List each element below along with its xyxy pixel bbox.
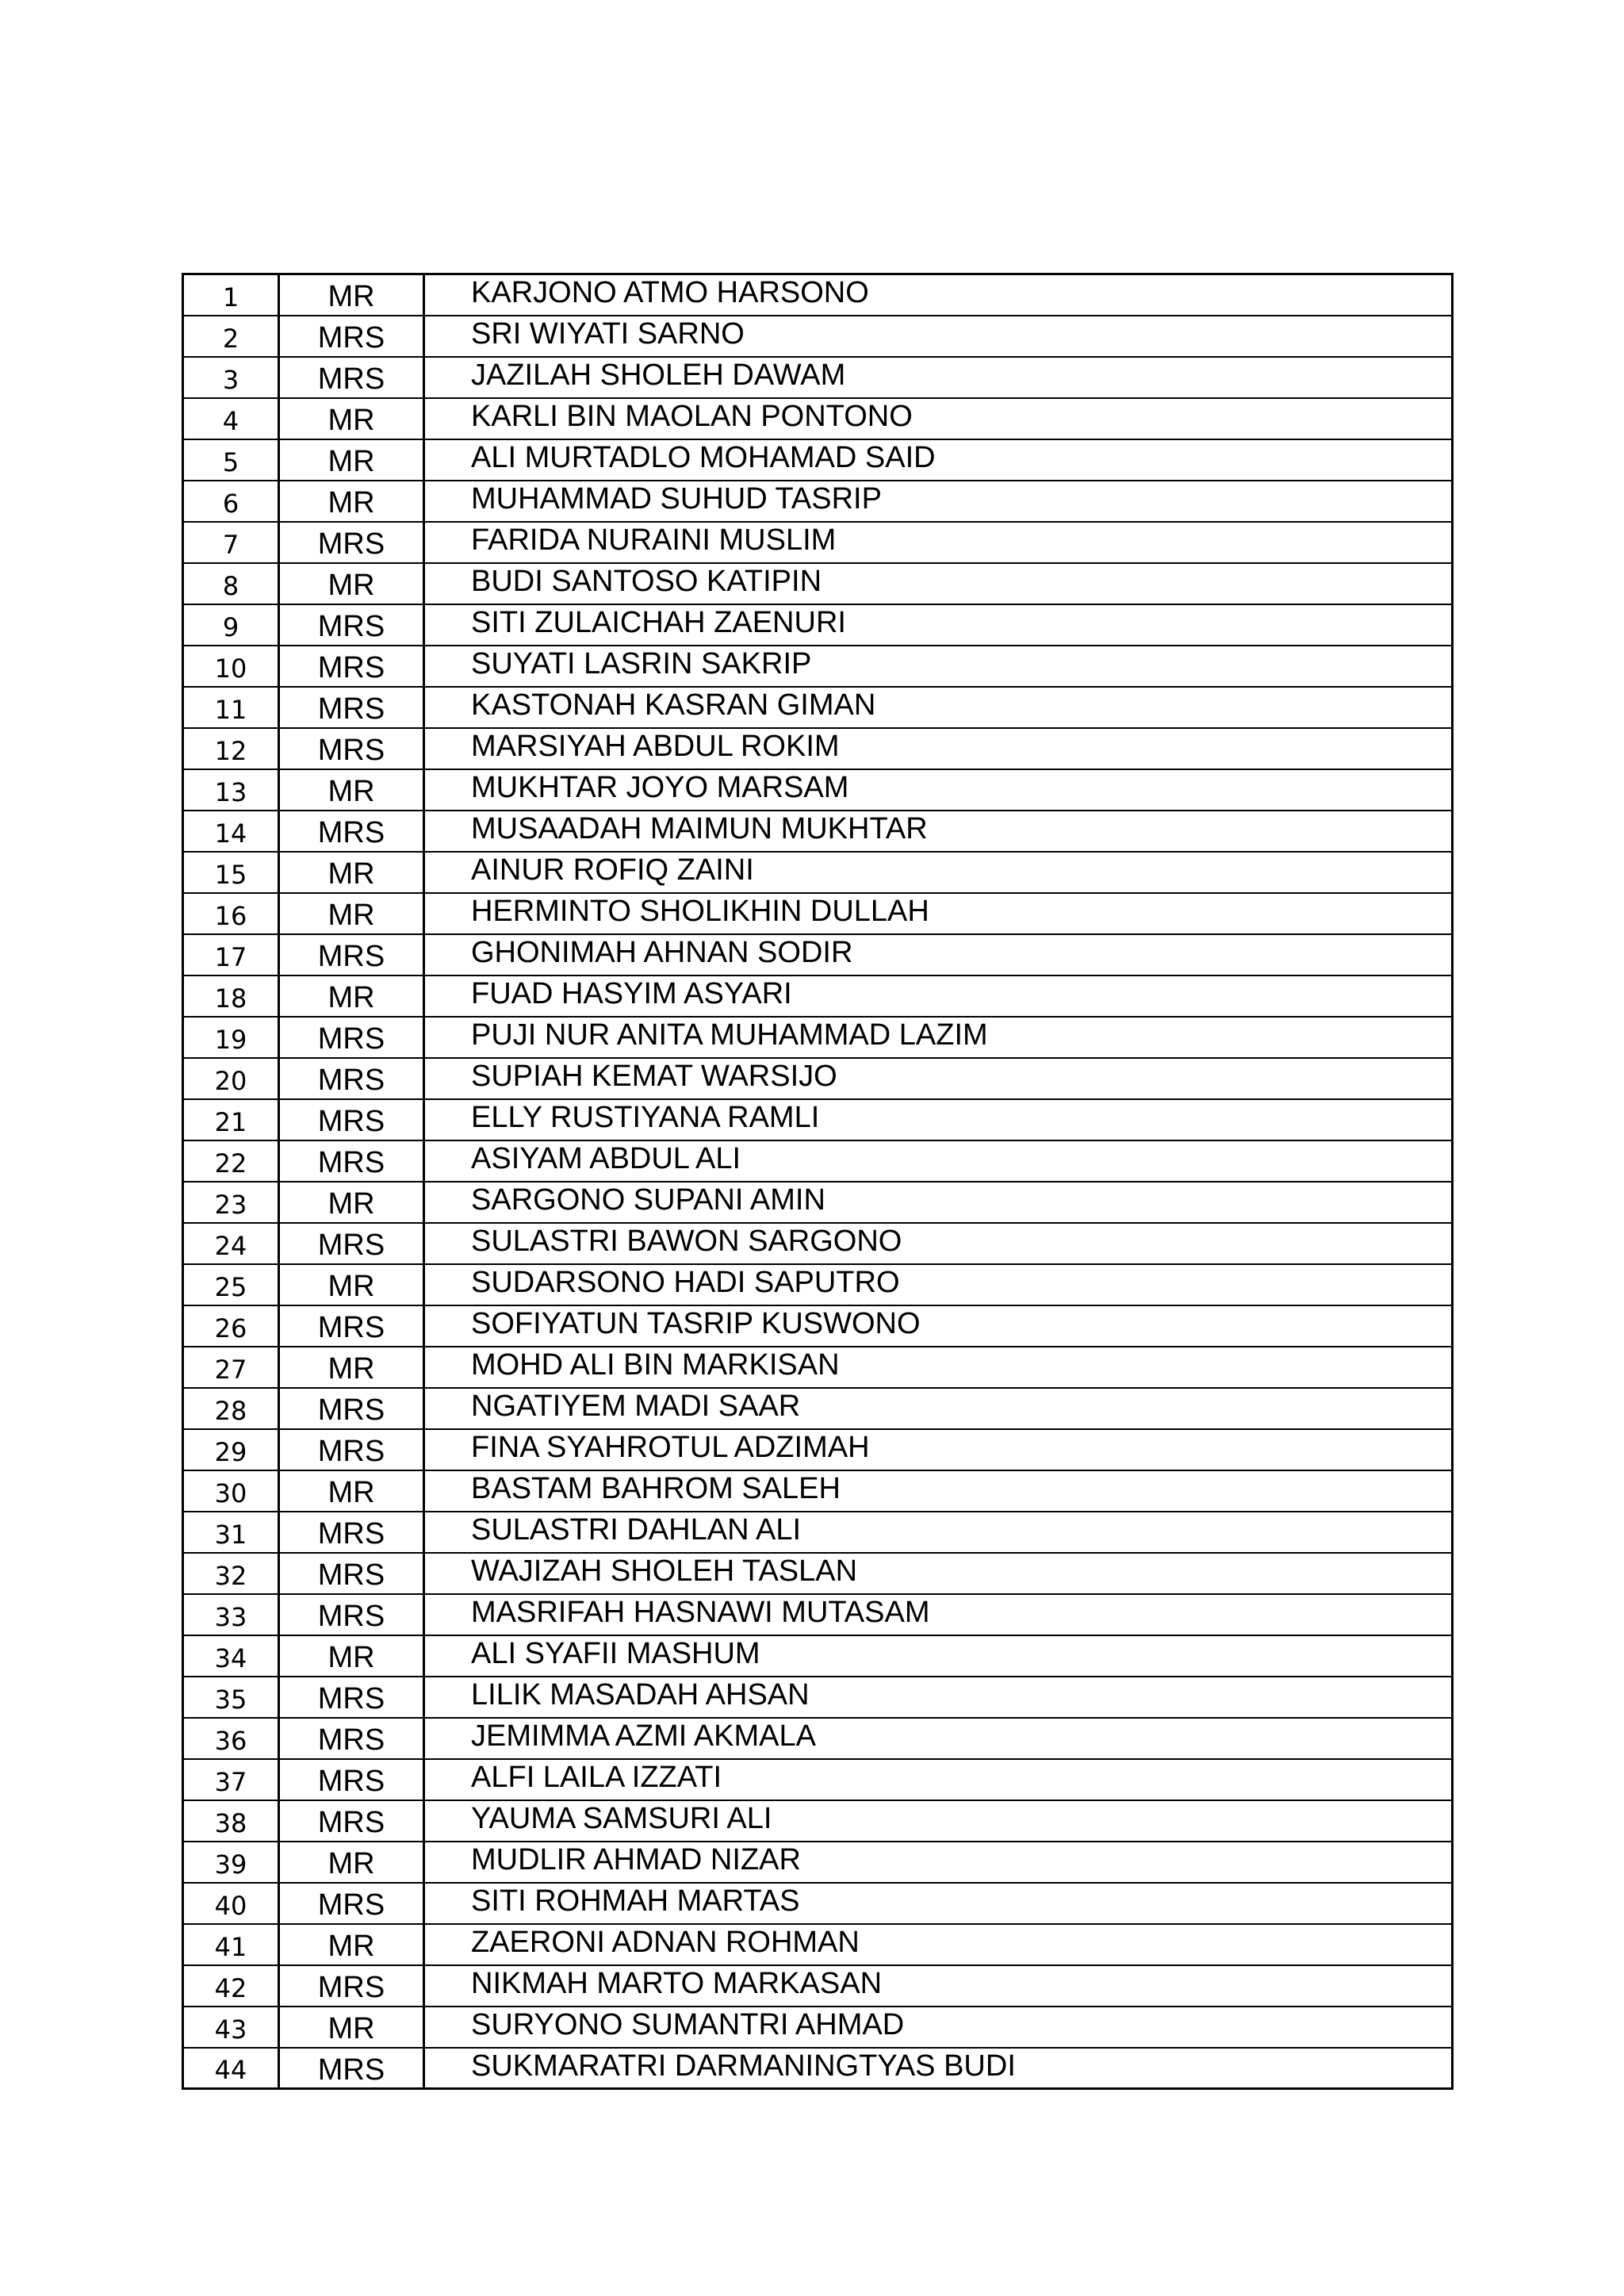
row-number: 10 xyxy=(183,646,279,687)
row-number: 15 xyxy=(183,852,279,893)
row-number: 29 xyxy=(183,1429,279,1470)
row-name: MASRIFAH HASNAWI MUTASAM xyxy=(424,1594,1453,1635)
table-row xyxy=(183,2007,1453,2048)
row-name: JAZILAH SHOLEH DAWAM xyxy=(424,357,1453,398)
table-row xyxy=(183,811,1453,852)
row-number: 27 xyxy=(183,1347,279,1388)
table-row xyxy=(183,1553,1453,1594)
row-number: 12 xyxy=(183,728,279,769)
table-row xyxy=(183,1182,1453,1223)
row-name: MUSAADAH MAIMUN MUKHTAR xyxy=(424,811,1453,852)
row-number: 8 xyxy=(183,563,279,604)
row-title: MRS xyxy=(279,1017,424,1058)
row-title: MR xyxy=(279,563,424,604)
table-row xyxy=(183,2048,1453,2089)
row-title: MRS xyxy=(279,1223,424,1264)
table-row xyxy=(183,1264,1453,1305)
row-title: MR xyxy=(279,769,424,811)
table-row xyxy=(183,1800,1453,1842)
row-title: MR xyxy=(279,1264,424,1305)
table-row xyxy=(183,1965,1453,2007)
table-row xyxy=(183,893,1453,934)
row-number: 22 xyxy=(183,1140,279,1182)
row-name: YAUMA SAMSURI ALI xyxy=(424,1800,1453,1842)
row-number: 4 xyxy=(183,398,279,439)
row-number: 5 xyxy=(183,439,279,481)
name-list-table xyxy=(182,273,1454,2090)
row-title: MRS xyxy=(279,646,424,687)
table-row xyxy=(183,1718,1453,1759)
table-row xyxy=(183,1058,1453,1099)
row-number: 16 xyxy=(183,893,279,934)
row-title: MR xyxy=(279,1470,424,1512)
table-row xyxy=(183,1470,1453,1512)
table-row xyxy=(183,398,1453,439)
row-number: 32 xyxy=(183,1553,279,1594)
row-title: MRS xyxy=(279,357,424,398)
row-name: FUAD HASYIM ASYARI xyxy=(424,976,1453,1017)
table-row xyxy=(183,1347,1453,1388)
row-number: 40 xyxy=(183,1883,279,1924)
row-name: MOHD ALI BIN MARKISAN xyxy=(424,1347,1453,1388)
row-number: 18 xyxy=(183,976,279,1017)
row-title: MR xyxy=(279,1842,424,1883)
row-name: KARJONO ATMO HARSONO xyxy=(424,274,1453,316)
row-name: SUDARSONO HADI SAPUTRO xyxy=(424,1264,1453,1305)
row-title: MR xyxy=(279,481,424,522)
row-number: 44 xyxy=(183,2048,279,2089)
table-row xyxy=(183,481,1453,522)
table-row xyxy=(183,976,1453,1017)
table-row xyxy=(183,728,1453,769)
row-title: MR xyxy=(279,274,424,316)
row-name: SURYONO SUMANTRI AHMAD xyxy=(424,2007,1453,2048)
table-row xyxy=(183,274,1453,316)
row-name: WAJIZAH SHOLEH TASLAN xyxy=(424,1553,1453,1594)
row-title: MRS xyxy=(279,1553,424,1594)
row-title: MRS xyxy=(279,1800,424,1842)
table-row xyxy=(183,646,1453,687)
row-name: JEMIMMA AZMI AKMALA xyxy=(424,1718,1453,1759)
row-title: MR xyxy=(279,1182,424,1223)
table-row xyxy=(183,604,1453,646)
row-title: MR xyxy=(279,1635,424,1677)
table-row xyxy=(183,769,1453,811)
table-row xyxy=(183,1759,1453,1800)
row-title: MRS xyxy=(279,522,424,563)
row-number: 34 xyxy=(183,1635,279,1677)
row-name: BUDI SANTOSO KATIPIN xyxy=(424,563,1453,604)
row-title: MR xyxy=(279,976,424,1017)
row-number: 17 xyxy=(183,934,279,976)
row-number: 7 xyxy=(183,522,279,563)
row-number: 39 xyxy=(183,1842,279,1883)
row-name: KARLI BIN MAOLAN PONTONO xyxy=(424,398,1453,439)
row-title: MRS xyxy=(279,811,424,852)
table-row xyxy=(183,1924,1453,1965)
row-title: MRS xyxy=(279,2048,424,2089)
row-title: MR xyxy=(279,439,424,481)
table-row xyxy=(183,1388,1453,1429)
row-name: AINUR ROFIQ ZAINI xyxy=(424,852,1453,893)
row-number: 33 xyxy=(183,1594,279,1635)
table-row xyxy=(183,1594,1453,1635)
row-name: SUKMARATRI DARMANINGTYAS BUDI xyxy=(424,2048,1453,2089)
table-row xyxy=(183,316,1453,357)
table-row xyxy=(183,1305,1453,1347)
row-title: MRS xyxy=(279,1140,424,1182)
row-name: HERMINTO SHOLIKHIN DULLAH xyxy=(424,893,1453,934)
row-title: MRS xyxy=(279,934,424,976)
row-number: 9 xyxy=(183,604,279,646)
row-name: SRI WIYATI SARNO xyxy=(424,316,1453,357)
row-number: 21 xyxy=(183,1099,279,1140)
row-title: MR xyxy=(279,1347,424,1388)
table-row xyxy=(183,439,1453,481)
row-number: 25 xyxy=(183,1264,279,1305)
row-number: 2 xyxy=(183,316,279,357)
row-name: FINA SYAHROTUL ADZIMAH xyxy=(424,1429,1453,1470)
row-title: MR xyxy=(279,398,424,439)
table-row xyxy=(183,1223,1453,1264)
table-row xyxy=(183,852,1453,893)
row-number: 37 xyxy=(183,1759,279,1800)
row-name: SUYATI LASRIN SAKRIP xyxy=(424,646,1453,687)
row-name: ALI MURTADLO MOHAMAD SAID xyxy=(424,439,1453,481)
row-number: 28 xyxy=(183,1388,279,1429)
table-row xyxy=(183,1883,1453,1924)
row-title: MRS xyxy=(279,1759,424,1800)
table-row xyxy=(183,1512,1453,1553)
table-row xyxy=(183,1677,1453,1718)
row-name: MUKHTAR JOYO MARSAM xyxy=(424,769,1453,811)
row-name: MUDLIR AHMAD NIZAR xyxy=(424,1842,1453,1883)
row-title: MRS xyxy=(279,1305,424,1347)
row-name: ALFI LAILA IZZATI xyxy=(424,1759,1453,1800)
row-title: MRS xyxy=(279,1677,424,1718)
row-title: MRS xyxy=(279,1718,424,1759)
table-row xyxy=(183,1017,1453,1058)
row-number: 3 xyxy=(183,357,279,398)
table-row xyxy=(183,357,1453,398)
table-row xyxy=(183,1842,1453,1883)
row-name: SULASTRI DAHLAN ALI xyxy=(424,1512,1453,1553)
table-row xyxy=(183,1099,1453,1140)
row-title: MRS xyxy=(279,1965,424,2007)
row-title: MRS xyxy=(279,1388,424,1429)
row-name: SOFIYATUN TASRIP KUSWONO xyxy=(424,1305,1453,1347)
row-name: SITI ZULAICHAH ZAENURI xyxy=(424,604,1453,646)
row-title: MRS xyxy=(279,1883,424,1924)
row-number: 30 xyxy=(183,1470,279,1512)
row-title: MR xyxy=(279,893,424,934)
row-name: NGATIYEM MADI SAAR xyxy=(424,1388,1453,1429)
row-name: KASTONAH KASRAN GIMAN xyxy=(424,687,1453,728)
row-number: 35 xyxy=(183,1677,279,1718)
row-title: MRS xyxy=(279,1429,424,1470)
row-title: MRS xyxy=(279,1099,424,1140)
row-number: 26 xyxy=(183,1305,279,1347)
table-row xyxy=(183,1635,1453,1677)
row-name: PUJI NUR ANITA MUHAMMAD LAZIM xyxy=(424,1017,1453,1058)
row-title: MRS xyxy=(279,316,424,357)
row-title: MRS xyxy=(279,1594,424,1635)
row-number: 13 xyxy=(183,769,279,811)
row-name: FARIDA NURAINI MUSLIM xyxy=(424,522,1453,563)
row-title: MRS xyxy=(279,687,424,728)
table-row xyxy=(183,563,1453,604)
row-name: ALI SYAFII MASHUM xyxy=(424,1635,1453,1677)
row-title: MRS xyxy=(279,1058,424,1099)
row-name: SARGONO SUPANI AMIN xyxy=(424,1182,1453,1223)
row-number: 1 xyxy=(183,274,279,316)
row-name: ELLY RUSTIYANA RAMLI xyxy=(424,1099,1453,1140)
row-number: 41 xyxy=(183,1924,279,1965)
row-number: 24 xyxy=(183,1223,279,1264)
row-title: MRS xyxy=(279,728,424,769)
row-number: 6 xyxy=(183,481,279,522)
row-number: 38 xyxy=(183,1800,279,1842)
row-title: MRS xyxy=(279,1512,424,1553)
row-number: 14 xyxy=(183,811,279,852)
row-name: MUHAMMAD SUHUD TASRIP xyxy=(424,481,1453,522)
row-name: MARSIYAH ABDUL ROKIM xyxy=(424,728,1453,769)
row-title: MR xyxy=(279,1924,424,1965)
row-number: 43 xyxy=(183,2007,279,2048)
row-number: 23 xyxy=(183,1182,279,1223)
name-list-body xyxy=(183,274,1453,2089)
row-name: ASIYAM ABDUL ALI xyxy=(424,1140,1453,1182)
row-name: SUPIAH KEMAT WARSIJO xyxy=(424,1058,1453,1099)
row-number: 42 xyxy=(183,1965,279,2007)
row-number: 31 xyxy=(183,1512,279,1553)
row-number: 19 xyxy=(183,1017,279,1058)
table-row xyxy=(183,934,1453,976)
table-row xyxy=(183,522,1453,563)
row-name: SULASTRI BAWON SARGONO xyxy=(424,1223,1453,1264)
row-number: 36 xyxy=(183,1718,279,1759)
row-title: MR xyxy=(279,852,424,893)
row-name: BASTAM BAHROM SALEH xyxy=(424,1470,1453,1512)
row-title: MR xyxy=(279,2007,424,2048)
row-name: ZAERONI ADNAN ROHMAN xyxy=(424,1924,1453,1965)
row-name: LILIK MASADAH AHSAN xyxy=(424,1677,1453,1718)
row-title: MRS xyxy=(279,604,424,646)
table-row xyxy=(183,1429,1453,1470)
table-row xyxy=(183,687,1453,728)
row-number: 11 xyxy=(183,687,279,728)
row-number: 20 xyxy=(183,1058,279,1099)
table-row xyxy=(183,1140,1453,1182)
row-name: SITI ROHMAH MARTAS xyxy=(424,1883,1453,1924)
row-name: GHONIMAH AHNAN SODIR xyxy=(424,934,1453,976)
row-name: NIKMAH MARTO MARKASAN xyxy=(424,1965,1453,2007)
